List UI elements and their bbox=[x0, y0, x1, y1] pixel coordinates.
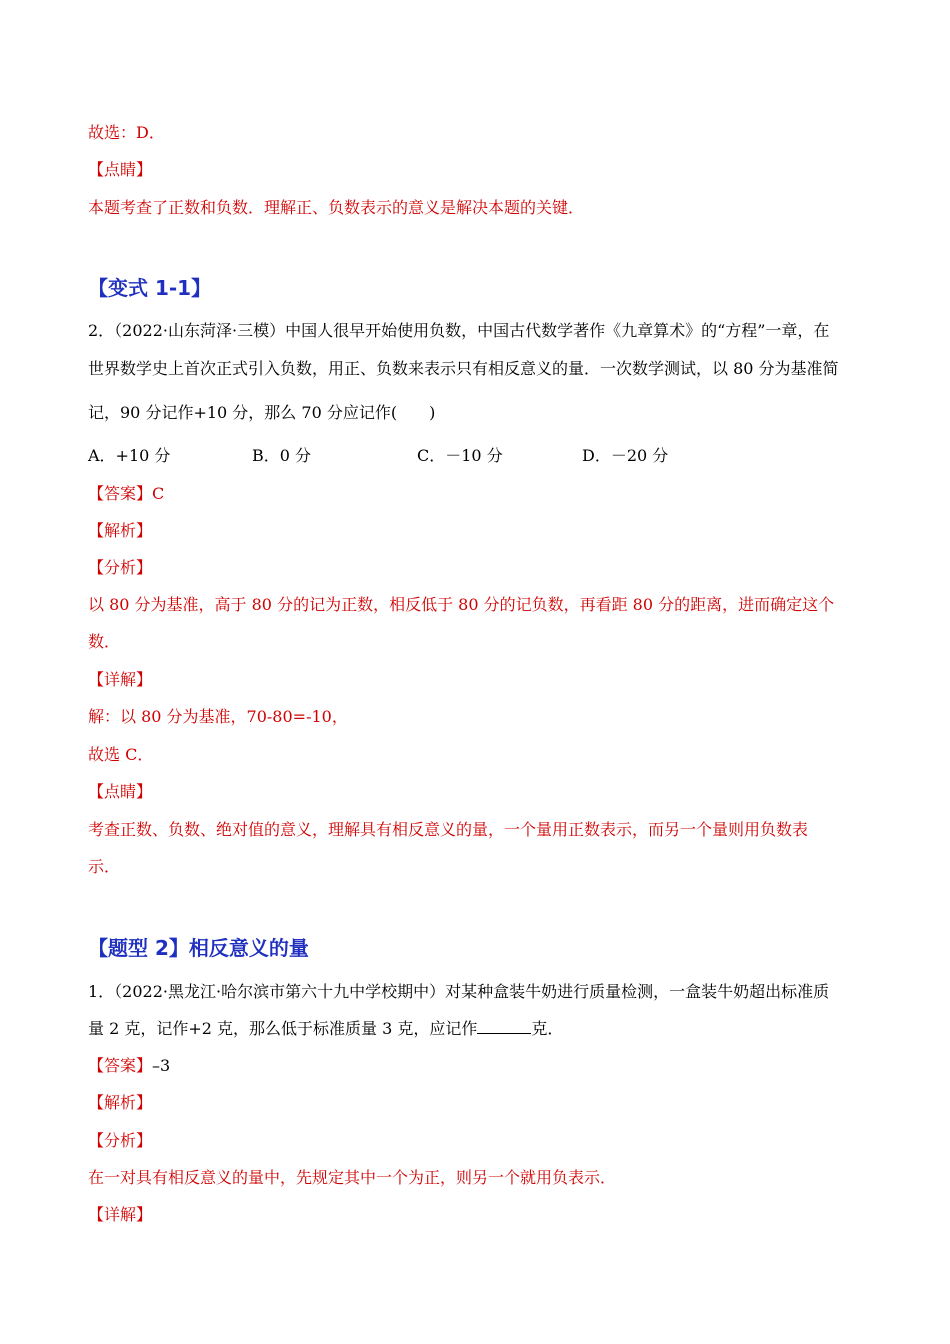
fenxi-tag: 【分析】 bbox=[88, 558, 153, 577]
answer-line bbox=[88, 484, 164, 504]
xiangjie-line-1: 解：以 80 分为基准，70-80=-10， bbox=[88, 707, 348, 726]
option-b: B．0 分 bbox=[252, 446, 312, 465]
xiangjie-line-2: 故选 C． bbox=[88, 745, 154, 764]
type2-heading: 【题型 2】相反意义的量 bbox=[88, 936, 309, 960]
choose-answer-line: 故选：D． bbox=[88, 123, 165, 142]
type2-answer-tag: 【答案】 bbox=[88, 1056, 153, 1075]
dianjing-tag: 【点睛】 bbox=[88, 160, 153, 179]
type2-xiangjie-tag: 【详解】 bbox=[88, 1205, 153, 1224]
option-a: A．+10 分 bbox=[88, 446, 171, 465]
fenxi-line-2: 数． bbox=[88, 632, 121, 651]
xiangjie-tag: 【详解】 bbox=[88, 670, 153, 689]
question-line-1: 2．（2022·山东菏泽·三模）中国人很早开始使用负数，中国古代数学著作《九章算术》的“方程”一章，在 bbox=[88, 321, 830, 340]
type2-fenxi-line-1: 在一对具有相反意义的量中，先规定其中一个为正，则另一个就用负表示． bbox=[88, 1168, 617, 1187]
type2-jiexi-tag: 【解析】 bbox=[88, 1093, 153, 1112]
answer-value: C bbox=[152, 484, 165, 503]
question-line-3: 记，90 分记作+10 分，那么 70 分应记作( ) bbox=[88, 403, 436, 422]
type2-fenxi-tag: 【分析】 bbox=[88, 1131, 153, 1150]
option-d: D．－20 分 bbox=[582, 446, 669, 465]
answer-tag: 【答案】 bbox=[88, 484, 153, 503]
variant-heading: 【变式 1-1】 bbox=[88, 276, 212, 300]
type2-question-unit: 克． bbox=[531, 1019, 564, 1038]
dianjing-line-2: 示． bbox=[88, 857, 121, 876]
jiexi-tag: 【解析】 bbox=[88, 521, 153, 540]
type2-answer-line bbox=[88, 1056, 170, 1076]
type2-question-text: 量 2 克，记作+2 克，那么低于标准质量 3 克，应记作 bbox=[88, 1019, 478, 1038]
question-line-2: 世界数学史上首次正式引入负数，用正、负数来表示只有相反意义的量．一次数学测试，以 80 分为基准简 bbox=[88, 359, 839, 378]
dianjing-line-1: 考查正数、负数、绝对值的意义，理解具有相反意义的量，一个量用正数表示，而另一个量则用负数表 bbox=[88, 820, 809, 839]
answer-blank bbox=[477, 1019, 531, 1034]
dianjing-tag-2: 【点睛】 bbox=[88, 782, 153, 801]
type2-question-line-1: 1．（2022·黑龙江·哈尔滨市第六十九中学校期中）对某种盒装牛奶进行质量检测，一盒装牛奶超出标准质 bbox=[88, 982, 830, 1001]
type2-answer-value: –3 bbox=[152, 1056, 171, 1075]
type2-question-line-2 bbox=[88, 1019, 563, 1039]
dianjing-text: 本题考查了正数和负数．理解正、负数表示的意义是解决本题的关键． bbox=[88, 198, 585, 217]
fenxi-line-1: 以 80 分为基准，高于 80 分的记为正数，相反低于 80 分的记负数，再看距 80 分的距离，进而确定这个 bbox=[88, 595, 835, 614]
option-c: C．－10 分 bbox=[417, 446, 503, 465]
